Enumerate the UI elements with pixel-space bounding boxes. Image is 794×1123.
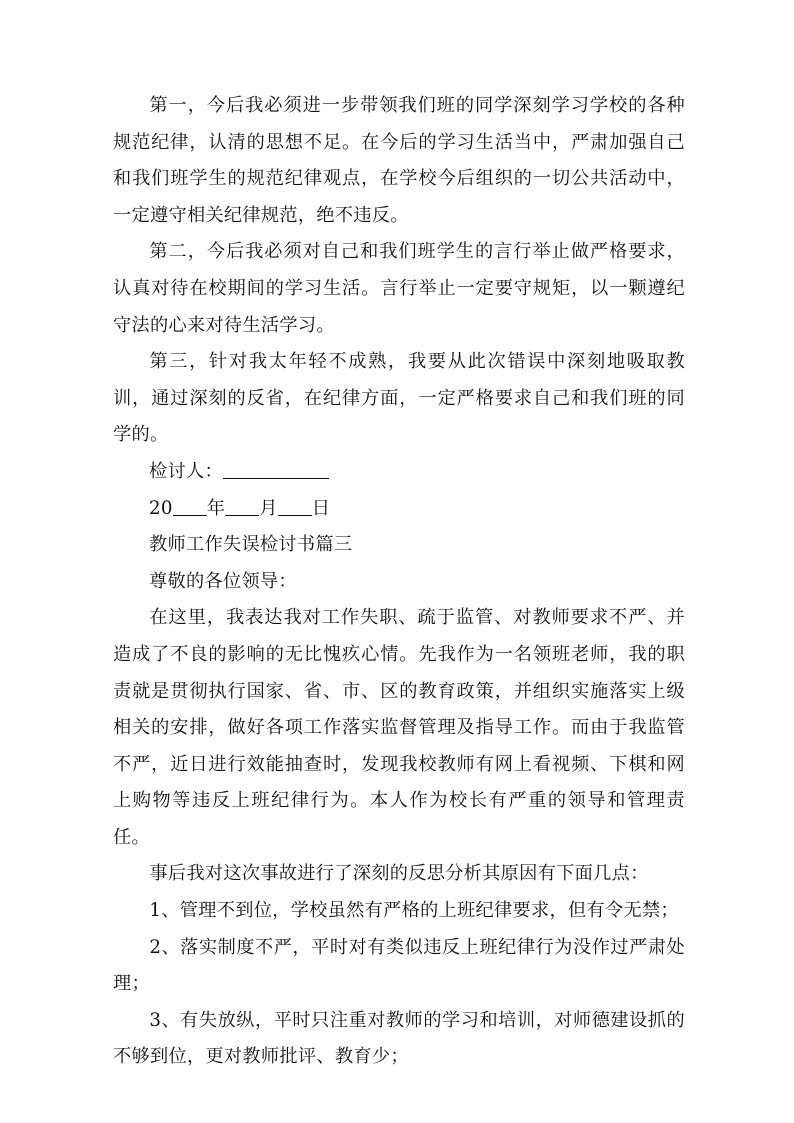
year-label: 年 <box>206 497 226 519</box>
list-item-1: 1、管理不到位，学校虽然有严格的上班纪律要求，但有令无禁； <box>149 900 679 922</box>
paragraph-third: 第三，针对我太年轻不成熟，我要从此次错误中深刻地吸取教训，通过深刻的反省，在纪律方面，一定严格要求自己和我们班的同学的。 <box>113 351 685 446</box>
paragraph-body: 在这里，我表达我对工作失职、疏于监管、对教师要求不严、并造成了不良的影响的无比愧疚心情。先我作为一名领班老师，我的职责就是贯彻执行国家、省、市、区的教育政策，并组织实施落实上级相关的安排，做好各项工作落实监督管理及指导工作。而由于我监管不严，近日进行效能抽查时，发现我校教师有网上看视频、下棋和网上购物等违反上班纪律行为。本人作为校长有严重的领导和管理责任。 <box>113 607 685 848</box>
month-label: 月 <box>259 497 278 519</box>
list-item-3: 3、有失放纵，平时只注重对教师的学习和培训，对师德建设抓的不够到位，更对教师批评、教育少； <box>113 1009 685 1068</box>
day-label: 日 <box>311 497 331 519</box>
paragraph-reasons-intro: 事后我对这次事故进行了深刻的反思分析其原因有下面几点： <box>149 863 649 885</box>
signature-blank <box>223 458 329 479</box>
paragraph-first: 第一，今后我必须进一步带领我们班的同学深刻学习学校的各种规范纪律，认清的思想不足。在今后的学习生活当中，严肃加强自己和我们班学生的规范纪律观点，在学校今后组织的一切公共活动中，一定遵守相关纪律规范，绝不违反。 <box>113 95 685 226</box>
signature-label: 检讨人： <box>149 460 223 482</box>
date-prefix: 20 <box>149 497 173 519</box>
salutation: 尊敬的各位领导： <box>149 570 297 592</box>
day-blank <box>278 495 312 516</box>
paragraph-second: 第二，今后我必须对自己和我们班学生的言行举止做严格要求，认真对待在校期间的学习生活。言行举止一定要守规矩，以一颗遵纪守法的心来对待生活学习。 <box>113 241 685 336</box>
date-line <box>113 491 685 528</box>
month-blank <box>225 495 259 516</box>
section-title: 教师工作失误检讨书篇三 <box>149 534 353 556</box>
list-item-2: 2、落实制度不严，平时对有类似违反上班纪律行为没作过严肃处理； <box>113 936 685 995</box>
year-blank <box>173 495 207 516</box>
document-page <box>113 88 685 1076</box>
signature-line <box>113 454 685 491</box>
